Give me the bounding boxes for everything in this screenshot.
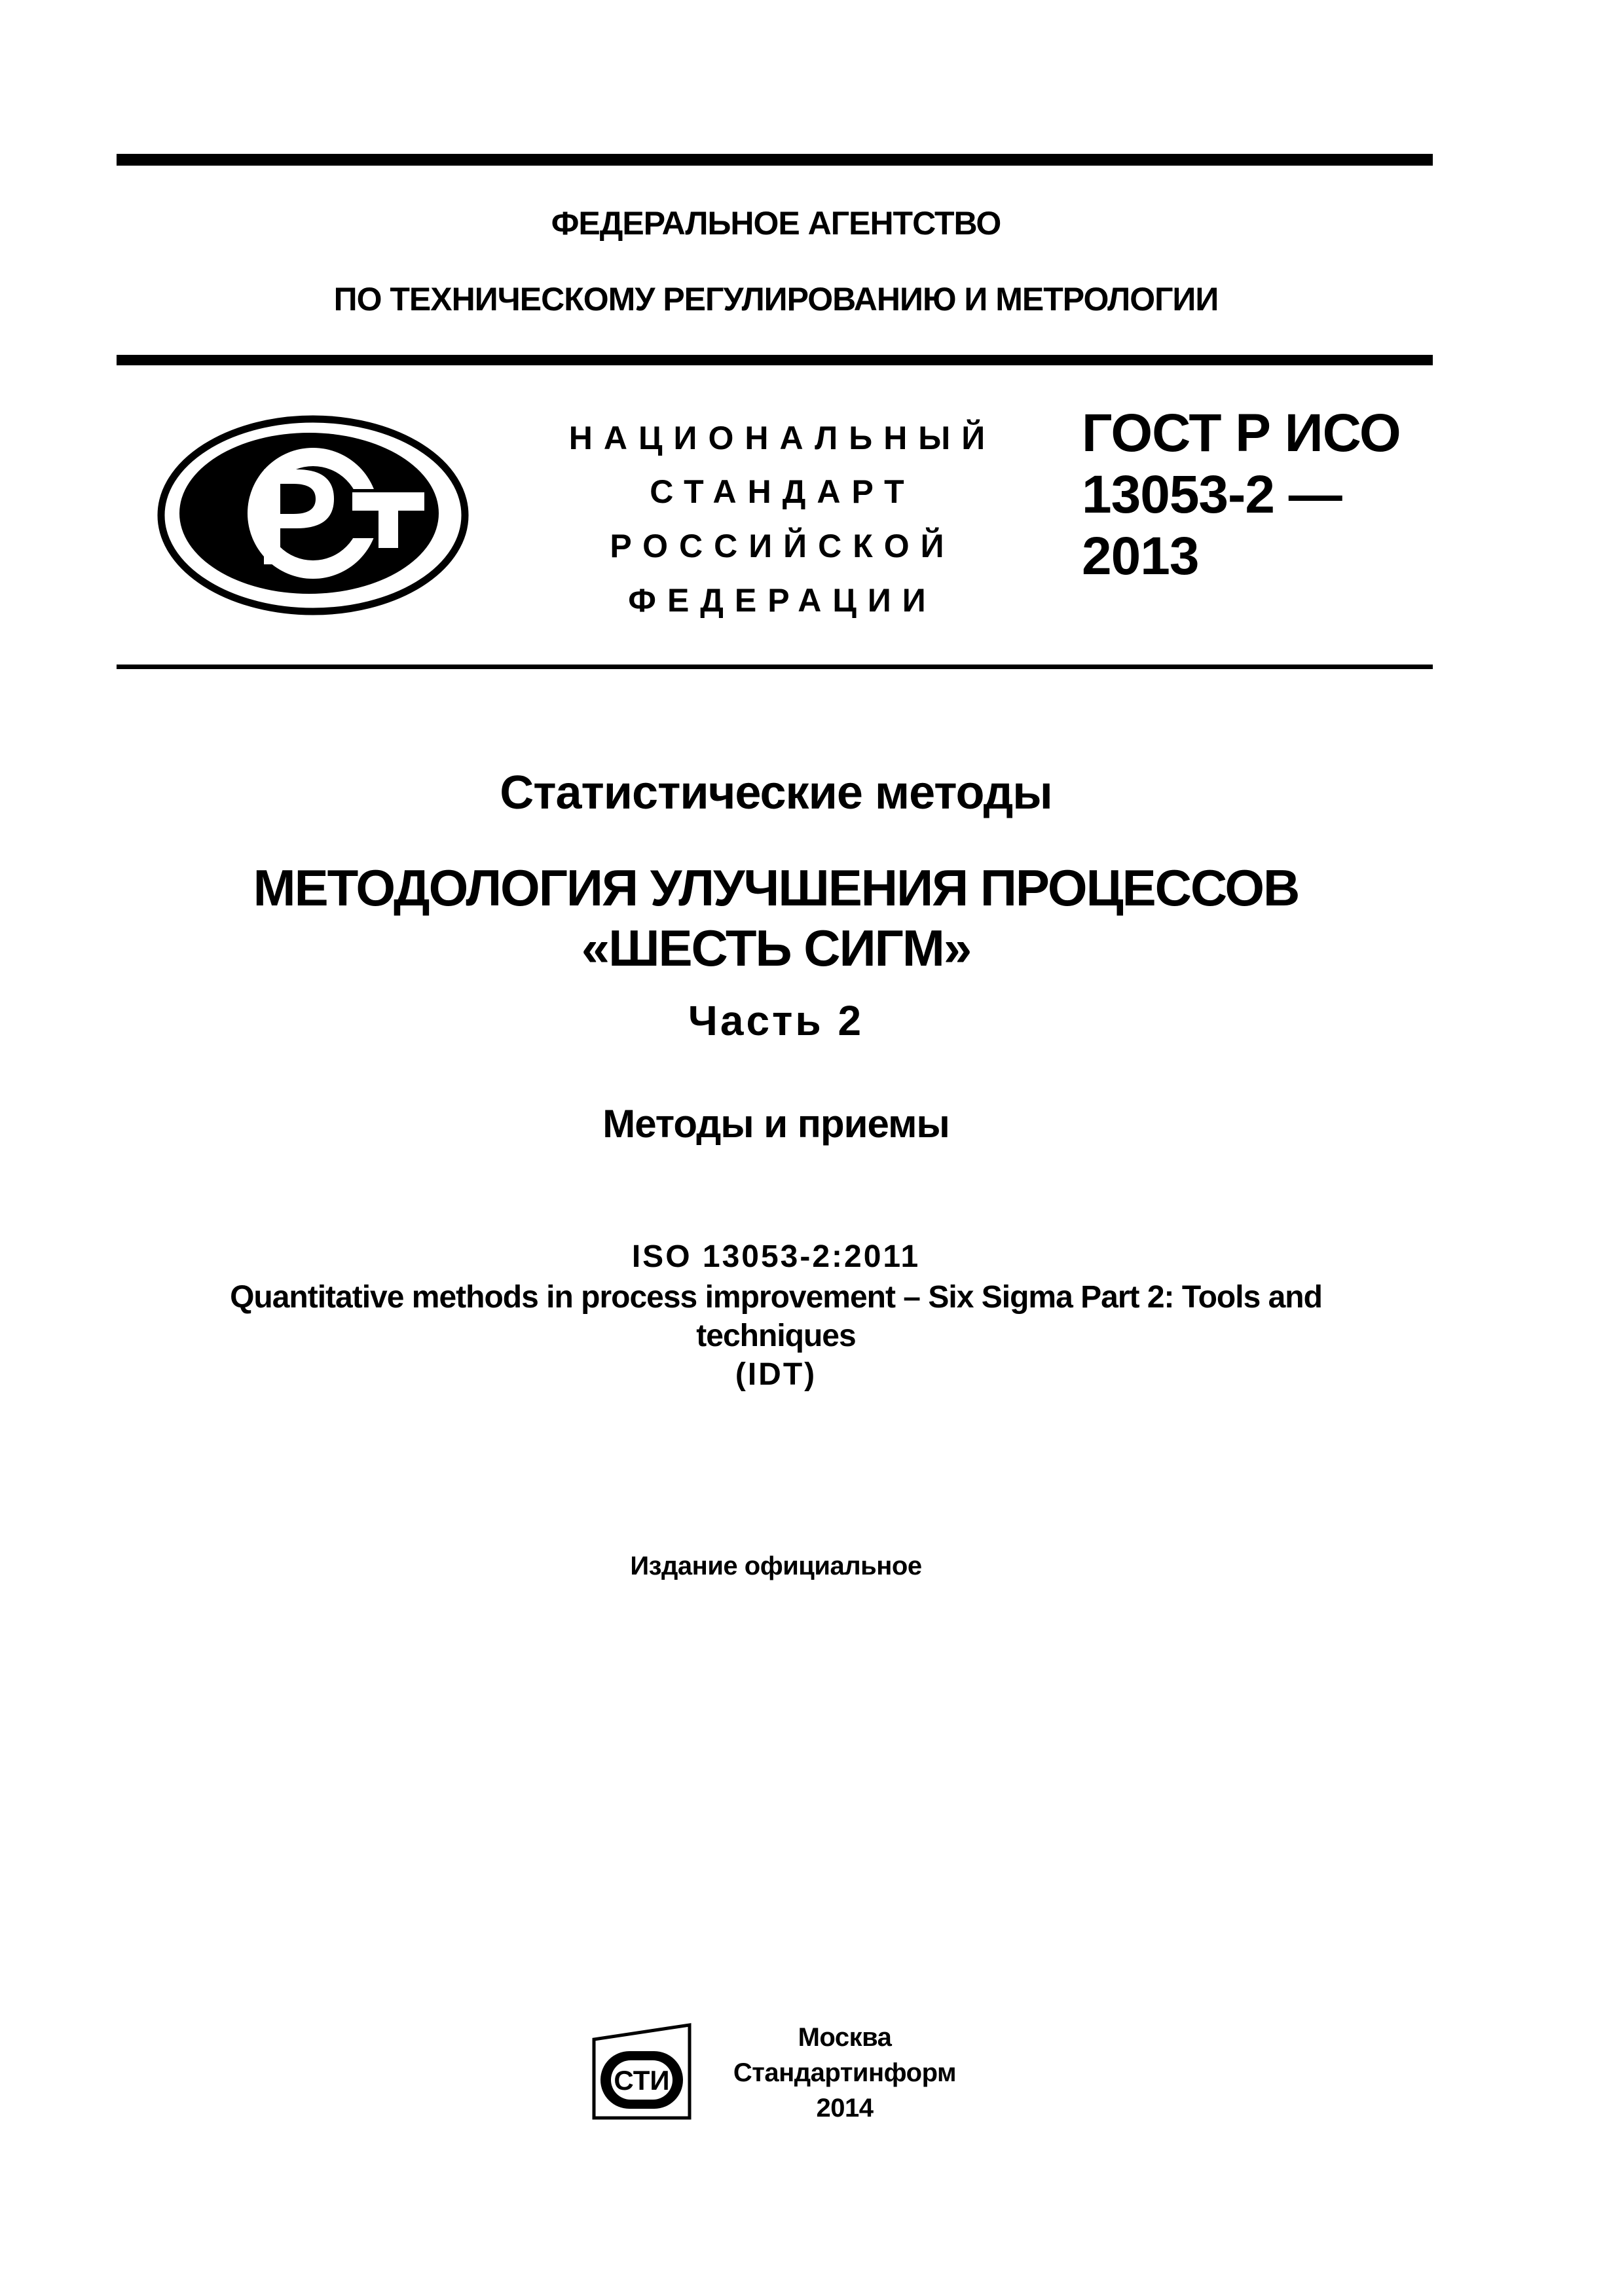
iso-number: ISO 13053-2:2011 <box>631 1239 921 1274</box>
standard-designation-line-3: 2013 <box>1082 526 1199 586</box>
header-rule <box>117 355 1433 365</box>
standard-designation-line-2: 13053-2 — <box>1082 465 1342 524</box>
iso-equivalence: (IDT) <box>735 1357 817 1392</box>
part-number: Часть 2 <box>688 997 864 1044</box>
agency-line-1: ФЕДЕРАЛЬНОЕ АГЕНТСТВО <box>551 205 1001 242</box>
title-line-2: МЕТОДОЛОГИЯ УЛУЧШЕНИЯ ПРОЦЕССОВ <box>253 859 1299 917</box>
top-rule <box>117 154 1433 166</box>
agency-line-2: ПО ТЕХНИЧЕСКОМУ РЕГУЛИРОВАНИЮ И МЕТРОЛОГИИ <box>333 281 1219 318</box>
national-standard-line-2: СТАНДАРТ <box>650 473 915 510</box>
subtitle: Методы и приемы <box>602 1102 950 1146</box>
national-standard-line-4: ФЕДЕРАЦИИ <box>628 582 937 619</box>
svg-text:СТИ: СТИ <box>614 2065 670 2096</box>
national-standard-line-1: НАЦИОНАЛЬНЫЙ <box>568 420 997 456</box>
title-line-3: «ШЕСТЬ СИГМ» <box>581 919 971 977</box>
publisher-year: 2014 <box>816 2094 874 2123</box>
title-line-1: Статистические методы <box>500 767 1052 819</box>
iso-title-line-1: Quantitative methods in process improvement – Six Sigma Part 2: Tools and <box>230 1280 1322 1315</box>
national-standard-line-3: РОССИЙСКОЙ <box>610 528 955 564</box>
publisher-city: Москва <box>798 2023 892 2052</box>
edition-label: Издание официальное <box>630 1552 922 1580</box>
standard-designation-line-1: ГОСТ Р ИСО <box>1082 403 1401 463</box>
publisher-name: Стандартинформ <box>733 2058 957 2087</box>
rst-mark-icon <box>156 414 470 617</box>
standartinform-logo-icon <box>586 2020 697 2121</box>
section-rule <box>117 665 1433 669</box>
iso-title-line-2: techniques <box>696 1319 856 1353</box>
